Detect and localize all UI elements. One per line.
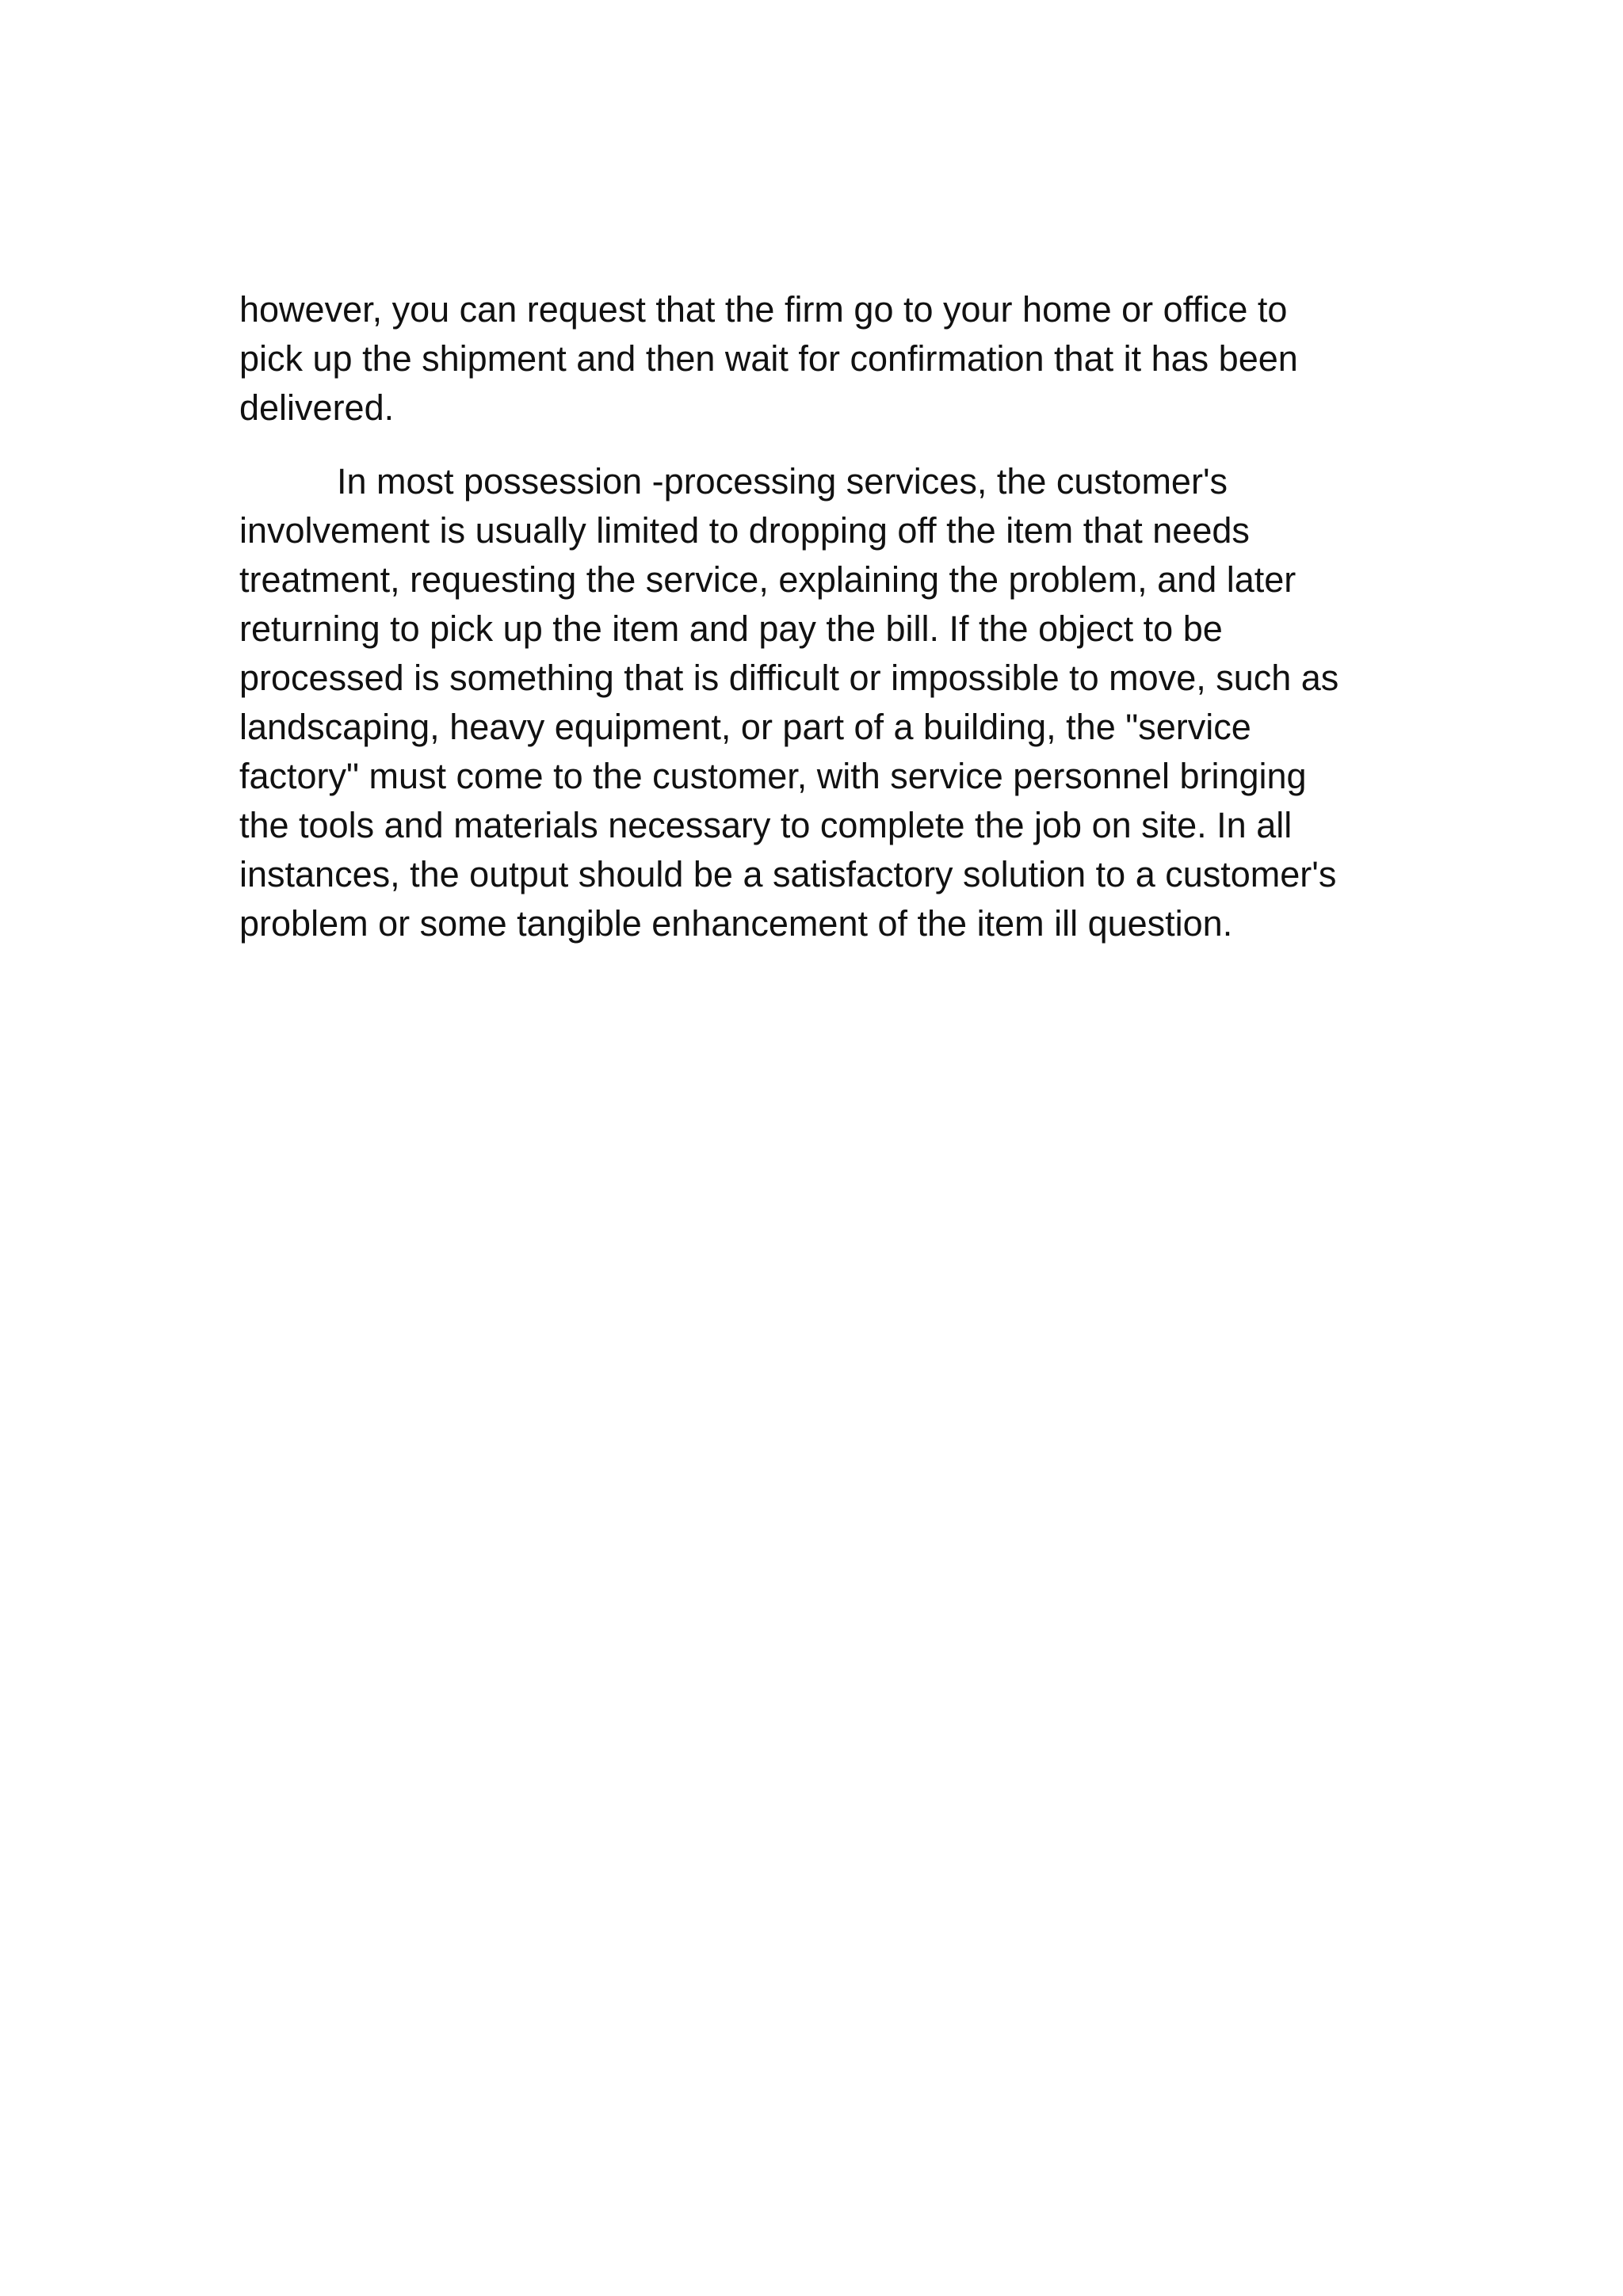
- paragraph-2-line: returning to pick up the item and pay the bill. If the object to be: [239, 608, 1223, 649]
- paragraph-1: [239, 285, 1412, 433]
- paragraph-2-line: processed is something that is difficult or impossible to move, such as: [239, 658, 1339, 698]
- paragraph-2-line: treatment, requesting the service, explaining the problem, and later: [239, 559, 1296, 600]
- paragraph-2-line: problem or some tangible enhancement of the item ill question.: [239, 903, 1233, 944]
- paragraph-1-line: delivered.: [239, 387, 395, 428]
- paragraph-2-line: factory" must come to the customer, with service personnel bringing: [239, 756, 1307, 796]
- paragraph-1-line: pick up the shipment and then wait for confirmation that it has been: [239, 338, 1298, 379]
- paragraph-2-line: the tools and materials necessary to complete the job on site. In all: [239, 805, 1293, 845]
- paragraph-2-first-line: In most possession -processing services, the customer's: [337, 461, 1228, 502]
- paragraph-spacer: [239, 433, 1412, 457]
- paragraph-2-line: landscaping, heavy equipment, or part of a building, the "service: [239, 707, 1251, 747]
- body-text: [239, 285, 1412, 948]
- paragraph-2: [239, 457, 1412, 948]
- paragraph-2-line: instances, the output should be a satisfactory solution to a customer's: [239, 854, 1337, 894]
- paragraph-2-line: involvement is usually limited to dropping off the item that needs: [239, 510, 1250, 551]
- paragraph-1-line: however, you can request that the firm go to your home or office to: [239, 289, 1288, 330]
